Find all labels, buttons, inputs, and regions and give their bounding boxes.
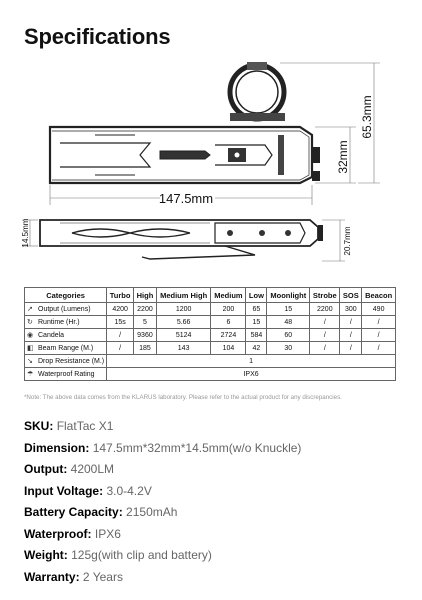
spec-value: 147.5mm*32mm*14.5mm(w/o Knuckle) bbox=[92, 440, 302, 455]
table-row bbox=[25, 316, 396, 329]
table-cell: / bbox=[362, 342, 396, 355]
table-header: Strobe bbox=[310, 288, 340, 303]
table-header: Categories bbox=[25, 288, 107, 303]
table-cell: 5.66 bbox=[156, 316, 211, 329]
table-cell: / bbox=[107, 329, 134, 342]
table-cell: 4200 bbox=[107, 303, 134, 316]
row-label bbox=[25, 355, 107, 368]
spec-line bbox=[24, 420, 404, 432]
row-label-text: Waterproof Rating bbox=[38, 371, 95, 378]
row-icon: ◉ bbox=[27, 332, 34, 339]
row-label bbox=[25, 316, 107, 329]
spec-line bbox=[24, 549, 404, 561]
table-cell: 490 bbox=[362, 303, 396, 316]
spec-line bbox=[24, 442, 404, 454]
table-cell: 1200 bbox=[156, 303, 211, 316]
spec-value: 4200LM bbox=[70, 462, 115, 476]
row-icon: ☂ bbox=[27, 371, 34, 378]
spec-key: Weight: bbox=[24, 548, 68, 562]
row-label-text: Beam Range (M.) bbox=[38, 345, 94, 352]
table-row bbox=[25, 329, 396, 342]
table-cell: 104 bbox=[211, 342, 246, 355]
table-cell: / bbox=[340, 342, 362, 355]
thickness-dimension-label: 14.5mm bbox=[21, 218, 30, 248]
spec-key: Dimension: bbox=[24, 440, 90, 455]
spec-value: 2 Years bbox=[82, 569, 123, 584]
row-label-text: Drop Resistance (M.) bbox=[38, 358, 105, 365]
table-header: SOS bbox=[340, 288, 362, 303]
row-label bbox=[25, 303, 107, 316]
spec-value: FlatTac X1 bbox=[56, 419, 114, 433]
length-dimension-label: 147.5mm bbox=[158, 191, 214, 206]
table-cell: 15 bbox=[246, 316, 267, 329]
clip-thickness-dimension bbox=[322, 220, 345, 261]
row-label-text: Runtime (Hr.) bbox=[38, 319, 80, 326]
mode-specifications-table bbox=[24, 287, 396, 381]
spec-value: IPX6 bbox=[94, 526, 121, 541]
total-height-dimension-label: 65.3mm bbox=[360, 95, 374, 139]
table-header: Beacon bbox=[362, 288, 396, 303]
spec-line bbox=[24, 571, 404, 583]
table-cell: / bbox=[310, 329, 340, 342]
table-cell: / bbox=[310, 342, 340, 355]
table-cell: 2200 bbox=[134, 303, 157, 316]
table-row bbox=[25, 355, 396, 368]
row-label bbox=[25, 368, 107, 381]
table-cell: 143 bbox=[156, 342, 211, 355]
table-header: Medium High bbox=[156, 288, 211, 303]
table-cell: 5 bbox=[134, 316, 157, 329]
spec-line bbox=[24, 506, 404, 518]
table-cell: 42 bbox=[246, 342, 267, 355]
table-header: High bbox=[134, 288, 157, 303]
table-header: Medium bbox=[211, 288, 246, 303]
clip-thickness-dimension-label: 20.7mm bbox=[343, 226, 352, 256]
table-row bbox=[25, 303, 396, 316]
row-label-text: Output (Lumens) bbox=[38, 306, 91, 313]
spec-value: 2150mAh bbox=[126, 505, 178, 519]
table-cell: 5124 bbox=[156, 329, 211, 342]
table-cell: 30 bbox=[267, 342, 310, 355]
table-cell: 584 bbox=[246, 329, 267, 342]
spec-line bbox=[24, 528, 404, 540]
disclaimer-note: *Note: The above data comes from the KLARUS laboratory. Please refer to the actual product for any discrepancies. bbox=[24, 394, 342, 401]
spec-value: 3.0-4.2V bbox=[106, 483, 152, 498]
table-cell: 2724 bbox=[211, 329, 246, 342]
row-label bbox=[25, 342, 107, 355]
table-row bbox=[25, 368, 396, 381]
height-dimension-label: 32mm bbox=[336, 140, 350, 174]
spec-key: Input Voltage: bbox=[24, 483, 104, 498]
spec-key: Output: bbox=[24, 462, 68, 476]
table-cell: / bbox=[362, 329, 396, 342]
table-header: Turbo bbox=[107, 288, 134, 303]
table-cell: / bbox=[310, 316, 340, 329]
table-header: Moonlight bbox=[267, 288, 310, 303]
table-cell: IPX6 bbox=[107, 368, 396, 381]
table-cell: 200 bbox=[211, 303, 246, 316]
row-icon: ↘ bbox=[27, 358, 33, 365]
table-cell: 2200 bbox=[310, 303, 340, 316]
table-cell: / bbox=[340, 316, 362, 329]
row-icon: ◧ bbox=[27, 345, 34, 352]
table-header: Low bbox=[246, 288, 267, 303]
table-cell: / bbox=[362, 316, 396, 329]
table-cell: / bbox=[107, 342, 134, 355]
page-title: Specifications bbox=[24, 24, 171, 49]
table-cell: 60 bbox=[267, 329, 310, 342]
row-label bbox=[25, 329, 107, 342]
table-cell: 6 bbox=[211, 316, 246, 329]
row-icon: ↻ bbox=[27, 319, 33, 326]
spec-line bbox=[24, 463, 404, 475]
spec-list bbox=[24, 420, 404, 592]
table-cell: 1 bbox=[107, 355, 396, 368]
table-cell: 9360 bbox=[134, 329, 157, 342]
spec-key: Battery Capacity: bbox=[24, 505, 123, 519]
spec-value: 125g(with clip and battery) bbox=[71, 548, 212, 562]
spec-key: Waterproof: bbox=[24, 526, 92, 541]
table-cell: / bbox=[340, 329, 362, 342]
table-cell: 15s bbox=[107, 316, 134, 329]
flashlight-dimension-diagram bbox=[0, 55, 422, 280]
table-header-row bbox=[25, 288, 396, 303]
table-cell: 15 bbox=[267, 303, 310, 316]
table-cell: 48 bbox=[267, 316, 310, 329]
knuckle-ring bbox=[230, 62, 285, 121]
row-label-text: Candela bbox=[38, 332, 65, 339]
table-cell: 185 bbox=[134, 342, 157, 355]
flashlight-top-view bbox=[40, 220, 323, 259]
table-row bbox=[25, 342, 396, 355]
spec-line bbox=[24, 485, 404, 497]
table-cell: 65 bbox=[246, 303, 267, 316]
spec-key: SKU: bbox=[24, 419, 54, 433]
row-icon: ↗ bbox=[27, 306, 33, 313]
table-cell: 300 bbox=[340, 303, 362, 316]
flashlight-side-view bbox=[50, 127, 320, 183]
spec-key: Warranty: bbox=[24, 569, 80, 584]
